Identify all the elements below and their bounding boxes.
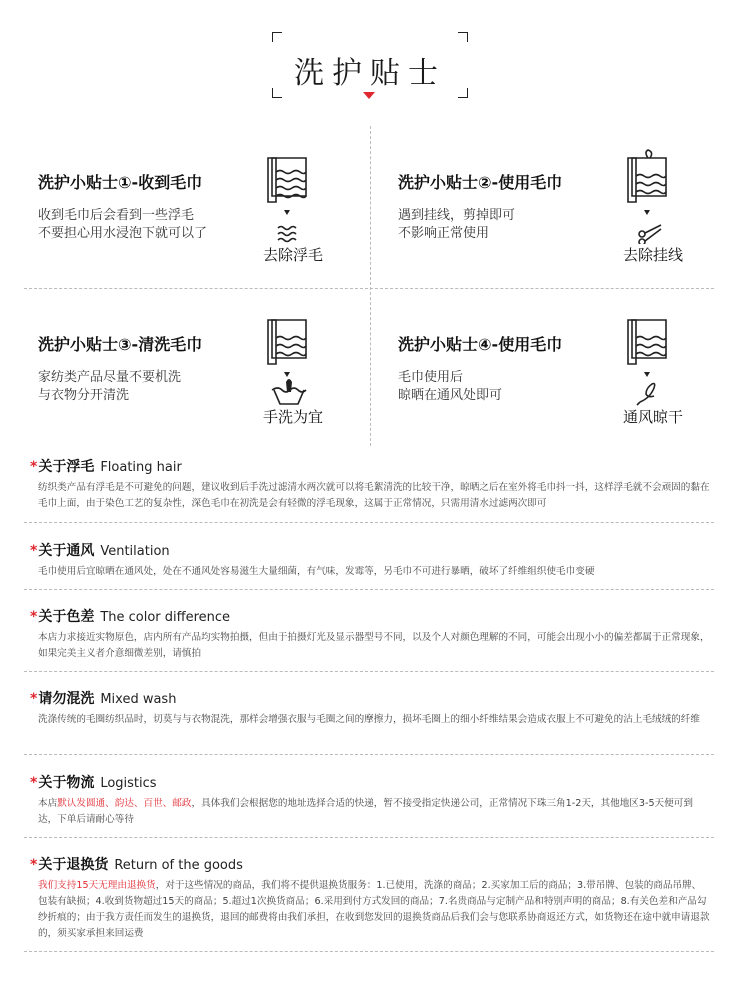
note-divider (24, 522, 714, 523)
highlight-text: 我们支持15天无理由退换货 (38, 880, 156, 891)
note-divider (24, 671, 714, 672)
tip-card (24, 126, 354, 276)
towel-hanger-icon (618, 310, 678, 406)
note-body: 本店力求接近实物原色，店内所有产品均实物拍摄，但由于拍摄灯光及显示器型号不同，以及个人对颜色理解的不同，可能会出现小小的偏差都属于正常现象，如果完美主义者介意细微差别，请慎拍 (38, 632, 710, 659)
tip-card (384, 126, 714, 276)
note-divider (24, 951, 714, 952)
tip-text: 与衣物分开清洗 (38, 388, 130, 403)
note-divider (24, 589, 714, 590)
tip-caption: 去除浮毛 (262, 246, 323, 264)
tip-card (384, 288, 714, 438)
tip-text: 不影响正常使用 (398, 226, 490, 241)
tip-text: 晾晒在通风处即可 (398, 388, 503, 403)
tip-caption: 手洗为宜 (262, 408, 323, 426)
note-body: 我们支持15天无理由退换货，对于这些情况的商品，我们将不提供退换货服务：1.已使用，洗涤的商品；2.买家加工后的商品；3.带吊牌、包装的商品吊牌、包装有缺损；4.收到货物超过15天的商品；5.超过1次换货商品；6.采用到付方式发回的商品；7.名贵商品与定制产品和特别声明的商品；8.有关色差和产品勾纱折痕的；由于我方责任而发生的退换货，退回的邮费将由我们承担，在收到您发回的退换货商品后我们会与您联系协商返还方式，如货物还在途中就申请退款的，须买家承担来回运费 (38, 880, 710, 939)
note-title: *关于通风 Ventilation (30, 543, 170, 559)
tip-title: 洗护小贴士①-收到毛巾 (38, 173, 203, 192)
tip-card (24, 288, 354, 438)
towel-handwash-icon (258, 310, 318, 406)
tip-title: 洗护小贴士③-清洗毛巾 (38, 335, 203, 354)
note-body: 毛巾使用后宜晾晒在通风处，处在不通风处容易滋生大量细菌，有气味，发霉等，另毛巾不可进行暴晒，破坏了纤维组织使毛巾变硬 (38, 566, 595, 577)
tip-caption: 去除挂线 (622, 246, 683, 264)
note-divider (24, 754, 714, 755)
note-body: 本店默认发圆通、韵达、百世、邮政，具体我们会根据您的地址选择合适的快递，暂不接受指定快递公司，正常情况下珠三角1-2天，其他地区3-5天便可到达，下单后请耐心等待 (38, 798, 693, 825)
note-body: 纺织类产品有浮毛是不可避免的问题，建议收到后手洗过滤清水两次就可以将毛絮清洗的比较干净，晾晒之后在室外将毛巾抖一抖，这样浮毛就不会顽固的黏在毛巾上面，由于染色工艺的复杂性，深色毛巾在初洗是会有轻微的浮毛现象，这属于正常情况，只需用清水过滤两次即可 (38, 482, 710, 509)
tip-text: 家纺类产品尽量不要机洗 (38, 370, 182, 385)
page-header (0, 0, 750, 120)
tip-text: 收到毛巾后会看到一些浮毛 (38, 208, 195, 223)
towel-waves-icon (258, 148, 318, 244)
tip-title: 洗护小贴士④-使用毛巾 (398, 335, 563, 354)
care-tips-grid (24, 126, 714, 446)
vertical-divider (370, 126, 371, 446)
tip-text: 遇到挂线，剪掉即可 (398, 208, 516, 223)
page-title: 洗护贴士 (294, 56, 446, 91)
note-body: 洗涤传统的毛圈纺织品时，切莫与与衣物混洗，那样会增强衣服与毛圈之间的摩擦力，损坏毛圈上的细小纤维结果会造成衣服上不可避免的沾上毛绒绒的纤维 (38, 714, 700, 725)
tip-caption: 通风晾干 (622, 408, 683, 426)
highlight-text: 默认发圆通、韵达、百世、邮政 (57, 798, 192, 809)
towel-scissors-icon (618, 148, 678, 244)
note-title: *关于色差 The color difference (30, 609, 231, 625)
note-title: *关于退换货 Return of the goods (30, 857, 243, 873)
tip-title: 洗护小贴士②-使用毛巾 (398, 173, 563, 192)
note-title: *关于浮毛 Floating hair (30, 459, 182, 475)
note-divider (24, 837, 714, 838)
tip-text: 不要担心用水浸泡下就可以了 (38, 226, 208, 241)
triangle-down-icon (363, 92, 375, 99)
note-title: *请勿混洗 Mixed wash (30, 691, 177, 707)
note-title: *关于物流 Logistics (30, 775, 157, 791)
tip-text: 毛巾使用后 (398, 370, 464, 385)
title-frame (272, 32, 468, 98)
